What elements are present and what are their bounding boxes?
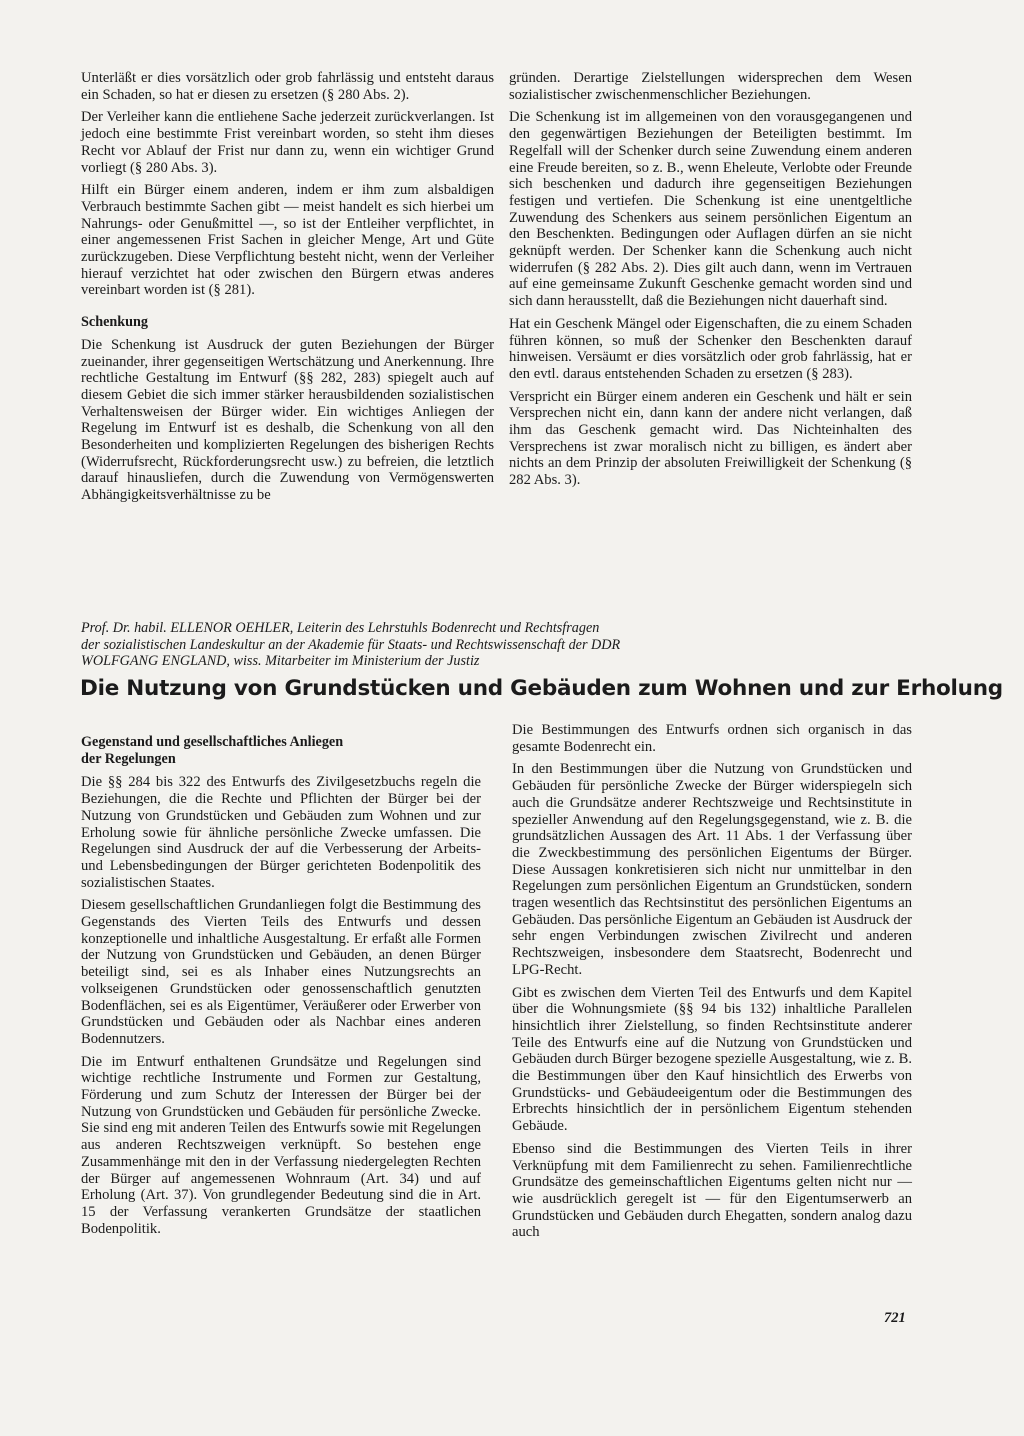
paragraph: Die im Entwurf enthaltenen Grundsätze und Regelungen sind wichtige rechtliche Instrumente und Formen zur Gestaltung, Förderung und zum Schutz der Interessen der Bürger bei der Nutzung von Grundstücken und Gebäuden für persönliche Zwecke. Sie sind eng mit anderen Teilen des Entwurfs sowie mit Regelungen aus anderen Rechtszweigen verknüpft. So bestehen enge Zusammenhänge mit den in der Verfassung niedergelegten Rechten der Bürger auf angemessenen Wohnraum (Art. 34) und auf Erholung (Art. 37). Von grundlegender Bedeutung sind die in Art. 15 der Verfassung verankerten Grundsätze der staatlichen Bodenpolitik. [81,1053,481,1237]
column-top-left [81,70,494,510]
paragraph: Die §§ 284 bis 322 des Entwurfs des Zivilgesetzbuchs regeln die Beziehungen, die die Rechte und Pflichten der Bürger bei der Nutzung von Grundstücken und Gebäuden zum Wohnen und zur Erholung sowie für ähnliche persönliche Zwecke umfassen. Die Regelungen sind Ausdruck der auf die Verbesserung der Arbeits- und Lebensbedingungen der Bürger gerichteten Bodenpolitik des sozialistischen Staates. [81,774,481,891]
heading-line: der Regelungen [81,750,176,767]
paragraph: Die Bestimmungen des Entwurfs ordnen sich organisch in das gesamte Bodenrecht ein. [512,722,912,755]
author-line: Prof. Dr. habil. ELLENOR OEHLER, Leiterin des Lehrstuhls Bodenrecht und Rechtsfragen [81,620,600,636]
section-heading-gegenstand [81,734,481,767]
article-title: Die Nutzung von Grundstücken und Gebäuden zum Wohnen und zur Erholung [80,676,1003,701]
paragraph: Unterläßt er dies vorsätzlich oder grob fahrlässig und entsteht daraus ein Schaden, so hat er diesen zu ersetzen (§ 280 Abs. 2). [81,70,494,103]
author-byline [81,620,921,670]
column-top-right [509,70,912,495]
column-bottom-left [81,734,481,1243]
paragraph: Ebenso sind die Bestimmungen des Vierten Teils in ihrer Verknüpfung mit dem Familienrecht zu sehen. Familienrechtliche Grundsätze des gemeinschaftlichen Eigentums gelten nicht nur — wie ausdrücklich geregelt ist — für den Eigentumserwerb an Grundstücken und Gebäuden durch Ehegatten, sondern analog dazu auch [512,1140,912,1241]
section-heading-schenkung: Schenkung [81,314,149,331]
paragraph: Die Schenkung ist Ausdruck der guten Beziehungen der Bürger zueinander, ihrer gegenseitigen Wertschätzung und Anerkennung. Ihre rechtliche Gestaltung im Entwurf (§§ 282, 283) spiegelt auch auf diesem Gebiet die sich immer stärker herausbildenden sozialistischen Verhaltensweisen der Bürger wider. Ein wichtiges Anliegen der Regelung im Entwurf ist es deshalb, die Schenkung von all den Besonderheiten und komplizierten Regelungen des bisherigen Rechts (Widerrufsrecht, Rückforderungsrecht usw.) zu befreien, die letztlich darauf hinausliefen, durch die Zuwendung von Vermögenswerten Abhängigkeitsverhältnisse zu be [81,336,494,504]
paragraph: Der Verleiher kann die entliehene Sache jederzeit zurückverlangen. Ist jedoch eine bestimmte Frist vereinbart worden, so steht ihm dieses Recht vor Ablauf der Frist nur dann zu, wenn ein wichtiger Grund vorliegt (§ 280 Abs. 3). [81,109,494,176]
page-number: 721 [884,1310,906,1326]
paragraph: In den Bestimmungen über die Nutzung von Grundstücken und Gebäuden für persönliche Zwecke der Bürger widerspiegeln sich auch die Grundsätze anderer Rechtszweige und Rechtsinstitute in spezieller Anwendung auf den Regelungsgegenstand, wie z. B. die grundsätzlichen Aussagen des Art. 11 Abs. 1 der Verfassung über die Zweckbestimmung des persönlichen Eigentums der Bürger. Diese Aussagen konkretisieren sich nicht nur unmittelbar in den Regelungen zum persönlichen Eigentum an Grundstücken, sondern tragen wesentlich das Rechtsinstitut des persönlichen Eigentums an Gebäuden. Das persönliche Eigentum an Gebäuden ist Ausdruck der sehr engen Verbindungen zwischen Zivilrecht und anderen Rechtszweigen, insbesondere dem Staatsrecht, Bodenrecht und LPG-Recht. [512,761,912,978]
paragraph: Diesem gesellschaftlichen Grundanliegen folgt die Bestimmung des Gegenstands des Vierten Teils des Entwurfs und dessen konzeptionelle und inhaltliche Ausgestaltung. Er erfaßt alle Formen der Nutzung von Grundstücken und Gebäuden, an denen Bürger beteiligt sind, sei es als Inhaber eines Nutzungsrechts an volkseigenen Grundstücken oder genossenschaftlich genutzten Bodenflächen, sei es als Eigentümer, Veräußerer oder Erwerber von Grundstücken und Gebäuden oder als Nachbar eines anderen Bodennutzers. [81,897,481,1047]
heading-line: Gegenstand und gesellschaftliches Anliegen [81,734,344,750]
paragraph: Verspricht ein Bürger einem anderen ein Geschenk und hält er sein Versprechen nicht ein, dann kann der andere nicht verlangen, daß ihm das Geschenk gemacht wird. Das Nichteinhalten des Versprechens ist zwar moralisch nicht zu billigen, es ändert aber nichts an dem Prinzip der absoluten Freiwilligkeit der Schenkung (§ 282 Abs. 3). [509,388,912,489]
paragraph: Hat ein Geschenk Mängel oder Eigenschaften, die zu einem Schaden führen können, so muß der Schenker den Beschenkten darauf hinweisen. Versäumt er dies vorsätzlich oder grob fahrlässig, hat er den evtl. daraus entstehenden Schaden zu ersetzen (§ 283). [509,315,912,382]
paragraph: gründen. Derartige Zielstellungen widersprechen dem Wesen sozialistischer zwischenmenschlicher Beziehungen. [509,70,912,103]
paragraph: Gibt es zwischen dem Vierten Teil des Entwurfs und dem Kapitel über die Wohnungsmiete (§§ 94 bis 132) inhaltliche Parallelen hinsichtlich ihrer Zielstellung, so finden Rechtsinstitute anderer Teile des Entwurfs eine auf die Nutzung von Grundstücken und Gebäuden durch Bürger bezogene spezielle Ausgestaltung, wie z. B. die Bestimmungen über den Kauf hinsichtlich des Erwerbs von Grundstücks- und Gebäudeeigentum oder die Bestimmungen des Erbrechts hinsichtlich der in persönlichem Eigentum stehenden Gebäude. [512,984,912,1135]
author-line: WOLFGANG ENGLAND, wiss. Mitarbeiter im Ministerium der Justiz [81,653,480,669]
paragraph: Die Schenkung ist im allgemeinen von den vorausgegangenen und den gegenwärtigen Beziehungen der Beteiligten bestimmt. Im Regelfall will der Schenker durch seine Zuwendung einem anderen eine Freude bereiten, so z. B., wenn Eheleute, Verlobte oder Freunde sich beschenken und dadurch ihre gegenseitigen Beziehungen festigen und vertiefen. Die Schenkung ist eine unentgeltliche Zuwendung des Schenkers aus seinem persönlichen Eigentum an den Beschenkten. Bedingungen oder Auflagen dürfen an sie nicht geknüpft werden. Der Schenker kann die Schenkung auch nicht widerrufen (§ 282 Abs. 2). Dies gilt auch dann, wenn im Vertrauen auf eine gemeinsame Zukunft Geschenke gemacht worden sind und sich dann herausstellt, daß die Beziehungen nicht dauerhaft sind. [509,109,912,310]
paragraph: Hilft ein Bürger einem anderen, indem er ihm zum alsbaldigen Verbrauch bestimmte Sachen gibt — meist handelt es sich hierbei um Nahrungs- oder Genußmittel —, so ist der Entleiher verpflichtet, in einer angemessenen Frist Sachen in gleicher Menge, Art und Güte zurückzugeben. Diese Verpflichtung besteht nicht, wenn der Verleiher hierauf verzichtet hat oder zwischen den Bürgern etwas anderes vereinbart worden ist (§ 281). [81,182,494,299]
column-bottom-right [512,722,912,1247]
author-line: der sozialistischen Landeskultur an der Akademie für Staats- und Rechtswissenschaft der DDR [81,636,621,653]
